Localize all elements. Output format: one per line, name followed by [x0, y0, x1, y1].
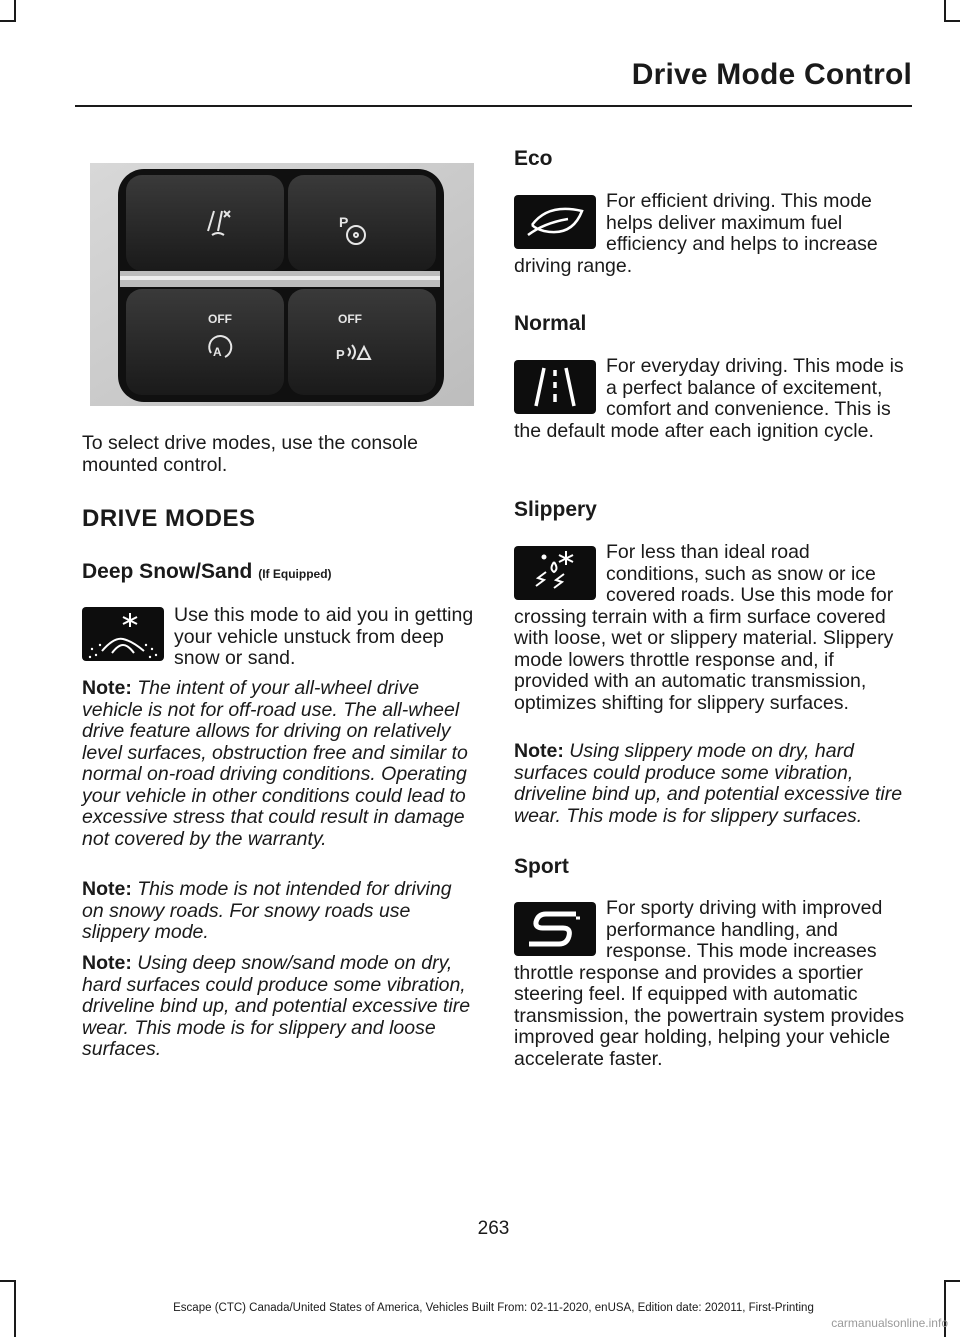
deep-snow-note-2: Note: This mode is not intended for driving on snowy roads. For snowy roads use slippery mode. — [82, 878, 452, 943]
intro-text: To select drive modes, use the console mounted control. — [82, 432, 419, 476]
deep-snow-title: Deep Snow/Sand — [82, 560, 253, 583]
svg-text:A: A — [213, 345, 222, 359]
watermark: carmanualsonline.info — [831, 1316, 948, 1330]
sport-heading: Sport — [514, 855, 569, 878]
page-number: 263 — [477, 1218, 510, 1239]
section-heading: DRIVE MODES — [82, 505, 256, 532]
crop-mark — [0, 1280, 16, 1282]
deep-snow-sand-icon — [82, 607, 164, 661]
slippery-heading: Slippery — [514, 498, 597, 521]
console-control-illustration — [90, 163, 474, 406]
crop-mark — [0, 20, 16, 22]
button-off-label: OFF — [338, 312, 362, 326]
deep-snow-heading — [82, 560, 332, 584]
crop-mark — [14, 0, 16, 22]
slippery-icon — [514, 546, 596, 600]
svg-text:P: P — [339, 214, 349, 230]
normal-heading: Normal — [514, 312, 587, 335]
eco-leaf-icon — [514, 195, 596, 249]
sport-s-icon — [514, 902, 596, 956]
crop-mark — [944, 20, 960, 22]
deep-snow-note-3: Note: Using deep snow/sand mode on dry, hard surfaces could produce some vibration, driveline bind up, and potential excessive tire wear. This mode is for slippery and loose surfaces. — [82, 952, 471, 1060]
slippery-note: Note: Using slippery mode on dry, hard surfaces could produce some vibration, driveline bind up, and potential excessive tire wear. This mode is for slippery surfaces. — [514, 740, 903, 827]
deep-snow-note-1: Note: The intent of your all-wheel drive vehicle is not for off-road use. The all-wheel drive feature allows for driving on relatively level surfaces, obstruction free and similar to normal on-road driving conditions. Operating your vehicle in other conditions could lead to excessive stress that could result in damage not covered by the warranty. — [82, 677, 468, 850]
sport-description: For sporty driving with improved performance handling, and response. This mode increases throttle response and provides a sportier steering feel. If equipped with automatic transmission, the powertrain system provides improved gear holding, helping your vehicle accelerate faster. — [514, 897, 905, 1070]
crop-mark — [944, 0, 946, 22]
crop-mark — [944, 1280, 960, 1282]
edition-footer: Escape (CTC) Canada/United States of America, Vehicles Built From: 02-11-2020, enUSA, Edition date: 202011, First-Printing — [173, 1302, 814, 1314]
slippery-description: For less than ideal road conditions, such as snow or ice covered roads. Use this mode for crossing terrain with a firm surface covered with loose, wet or slippery material. Slippery mode lowers throttle response and, if provided with an automatic transmission, optimizes shifting for slippery surfaces. — [514, 541, 894, 714]
deep-snow-qualifier: (If Equipped) — [258, 567, 332, 581]
eco-description: For efficient driving. This mode helps deliver maximum fuel efficiency and helps to increase driving range. — [514, 190, 878, 277]
normal-road-icon — [514, 360, 596, 414]
button-off-label: OFF — [208, 312, 232, 326]
deep-snow-description: Use this mode to aid you in getting your vehicle unstuck from deep snow or sand. — [174, 604, 474, 669]
page-title: Drive Mode Control — [631, 58, 912, 91]
svg-text:P: P — [336, 347, 345, 362]
header-divider — [75, 105, 912, 107]
eco-heading: Eco — [514, 147, 553, 170]
console-control-photo — [90, 163, 474, 406]
normal-description: For everyday driving. This mode is a perfect balance of excitement, comfort and convenience. This is the default mode after each ignition cycle. — [514, 355, 904, 442]
